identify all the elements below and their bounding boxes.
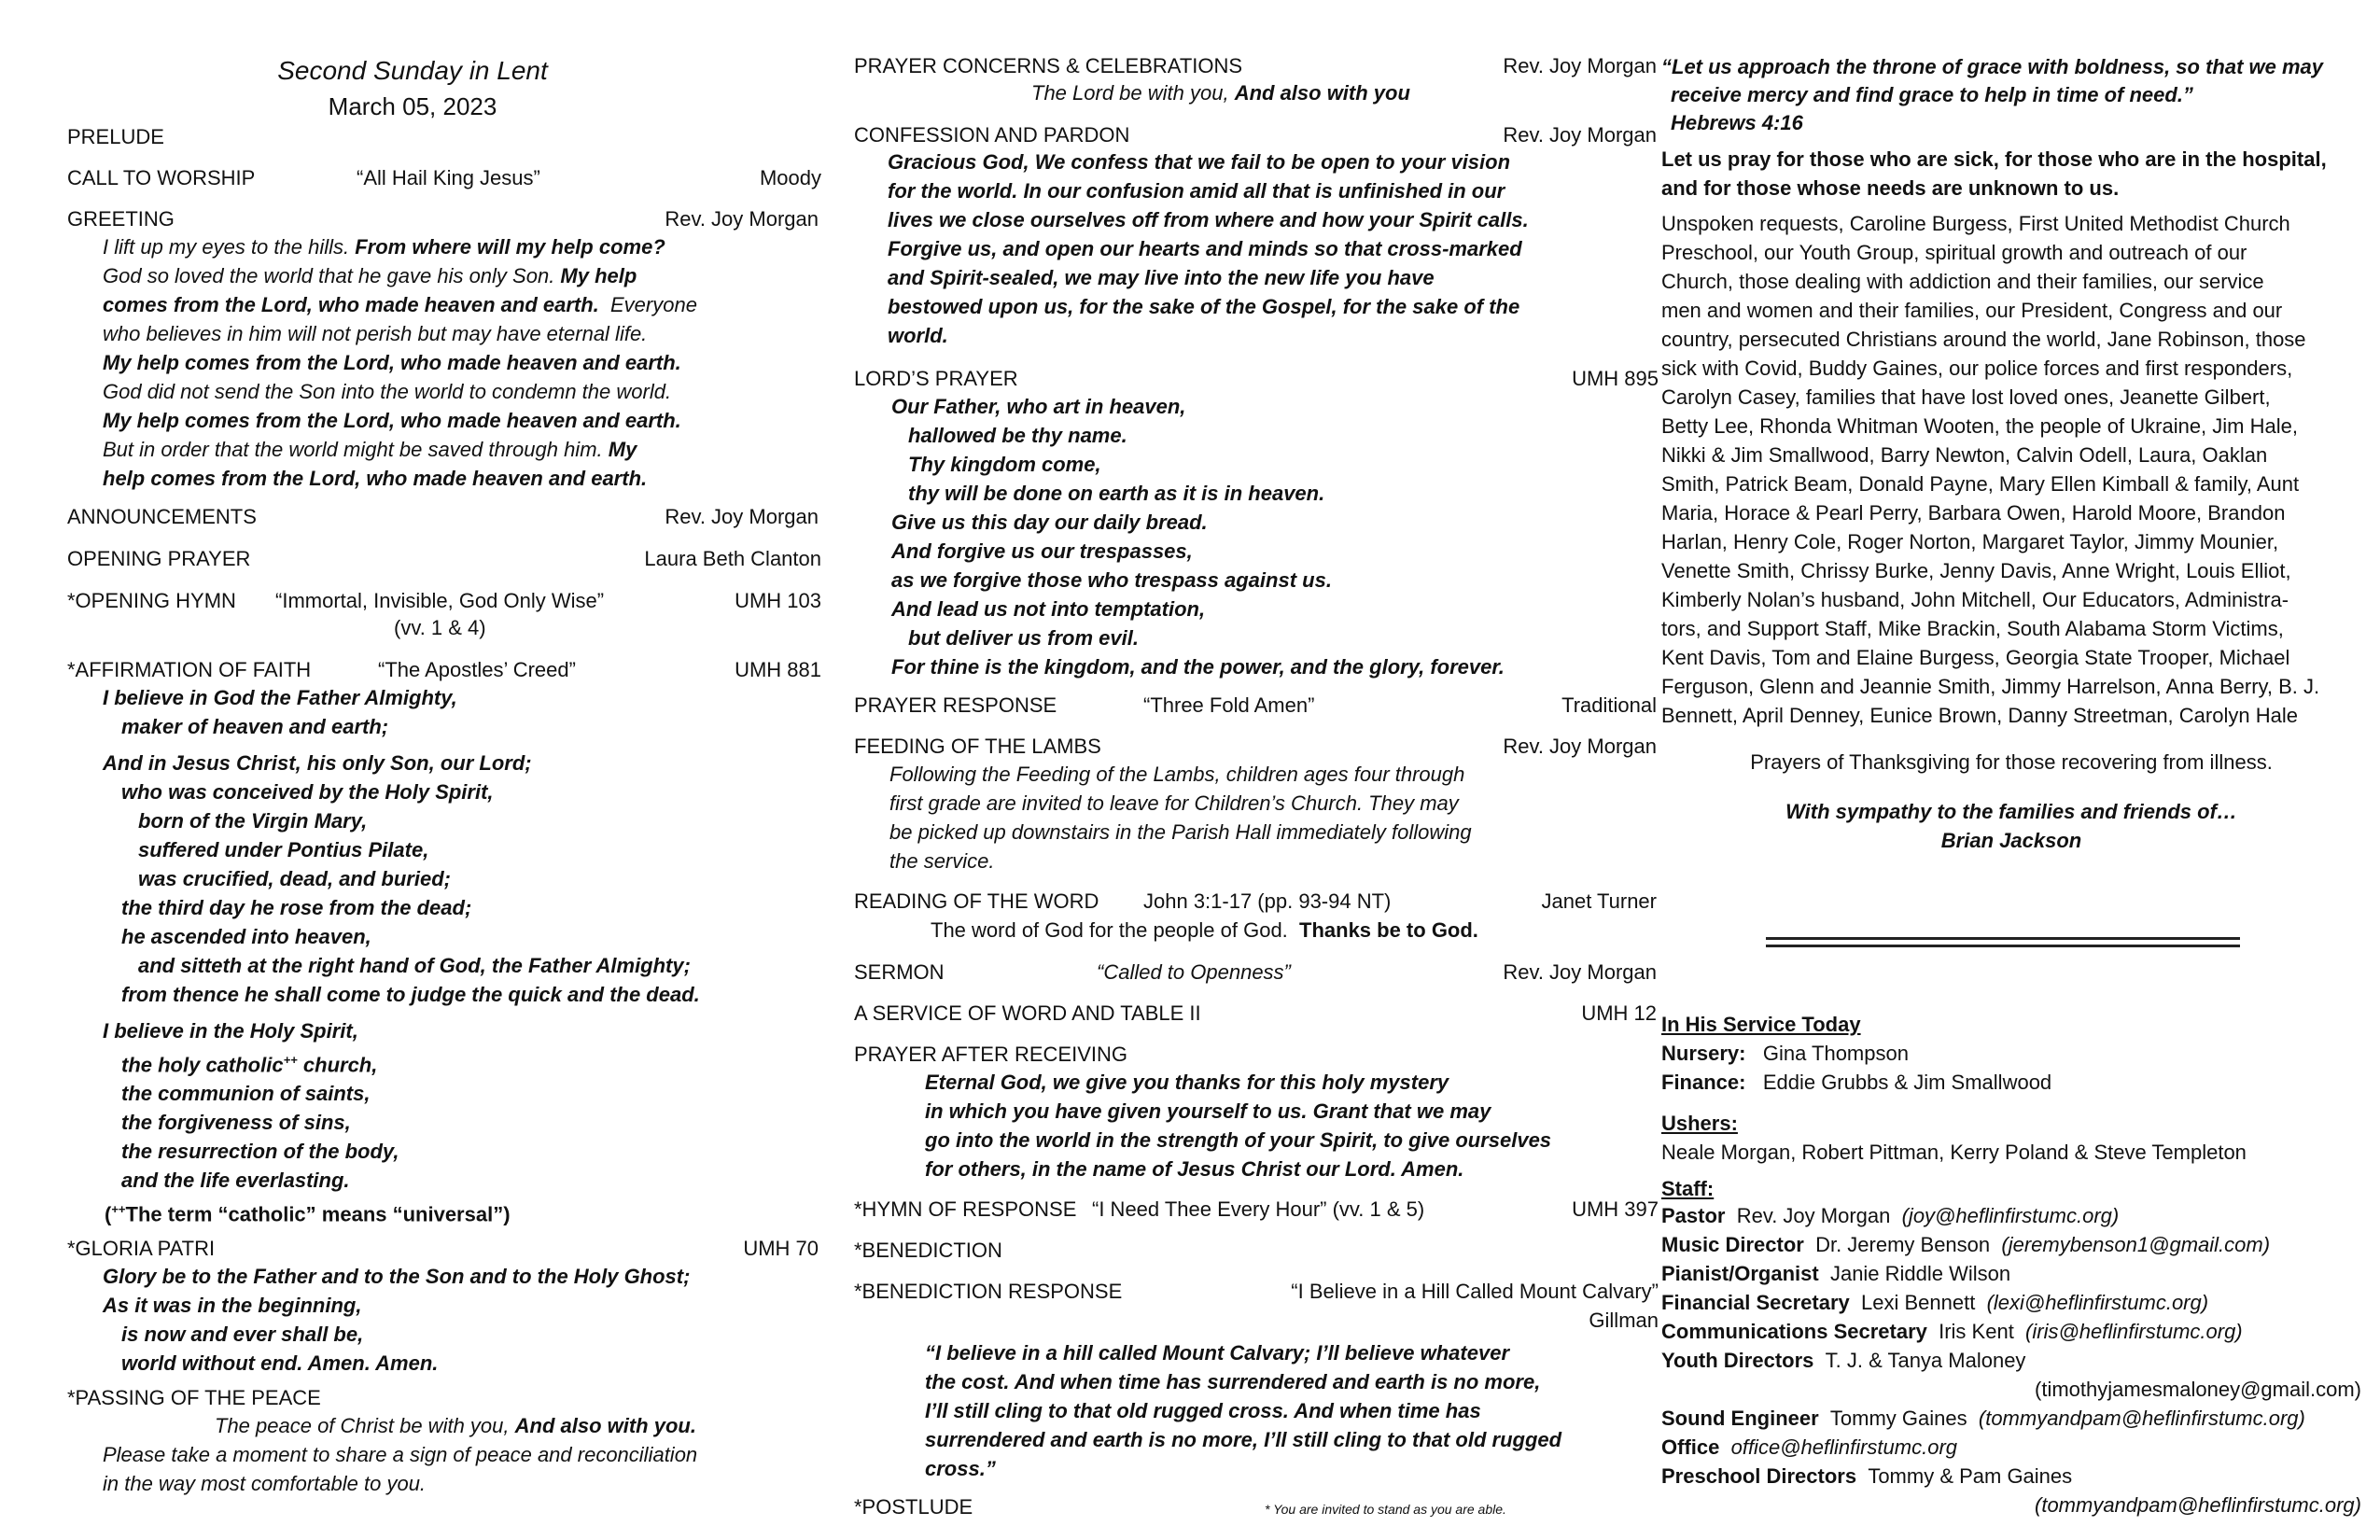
creed-line: the communion of saints, <box>121 1082 371 1106</box>
feeding-line: the service. <box>889 849 995 873</box>
benediction-heading: *BENEDICTION <box>854 1239 1002 1262</box>
prayer-list-line: Church, those dealing with addiction and their families, our service <box>1661 270 2264 293</box>
prayer-list-line: Smith, Patrick Beam, Donald Payne, Mary Ellen Kimball & family, Aunt <box>1661 472 2300 496</box>
after-line: Eternal God, we give you thanks for this holy mystery <box>925 1071 1449 1094</box>
feeding-line: first grade are invited to leave for Children’s Church. They may <box>889 791 1459 815</box>
lords-line: Thy kingdom come, <box>908 453 1101 476</box>
nursery-row: Nursery: Gina Thompson <box>1661 1042 1909 1065</box>
prayer-concerns-heading: PRAYER CONCERNS & CELEBRATIONS <box>854 54 1243 77</box>
reading-response: The word of God for the people of God. Thanks be to God. <box>931 918 1478 942</box>
gloria-line: Glory be to the Father and to the Son and to the Holy Ghost; <box>103 1265 691 1288</box>
finance-row: Finance: Eddie Grubbs & Jim Smallwood <box>1661 1071 2052 1094</box>
hymn-of-response-number: UMH 397 <box>1572 1197 1659 1221</box>
benediction-line: I’ll still cling to that old rugged cross. And when time has <box>925 1399 1481 1422</box>
lords-line: Our Father, who art in heaven, <box>891 395 1186 418</box>
greeting-line: God did not send the Son into the world to condemn the world. <box>103 380 672 403</box>
affirmation-heading: *AFFIRMATION OF FAITH <box>67 658 312 681</box>
ushers-list: Neale Morgan, Robert Pittman, Kerry Poland & Steve Templeton <box>1661 1141 2247 1164</box>
gloria-line: As it was in the beginning, <box>103 1294 362 1317</box>
prayer-list-line: Nikki & Jim Smallwood, Barry Newton, Calvin Odell, Laura, Oaklan <box>1661 443 2268 467</box>
creed-line: and sitteth at the right hand of God, the Father Almighty; <box>138 954 691 977</box>
lords-prayer-heading: LORD’S PRAYER <box>854 367 1018 390</box>
prayer-list-line: sick with Covid, Buddy Gaines, our police forces and first responders, <box>1661 357 2293 380</box>
sermon-title: “Called to Openness” <box>1097 960 1291 984</box>
sound-engineer-email[interactable]: (tommyandpam@heflinfirstumc.org) <box>1978 1407 2305 1430</box>
scripture-quote <box>1661 53 2323 137</box>
prayer-concerns-response: The Lord be with you, And also with you <box>1031 81 1410 105</box>
greeting-line: God so loved the world that he gave his only Son. My help <box>103 264 637 287</box>
communications-email[interactable]: (iris@heflinfirstumc.org) <box>2025 1320 2243 1343</box>
prayer-list <box>1661 209 2319 730</box>
greeting-line: comes from the Lord, who made heaven and earth. Everyone <box>103 293 697 316</box>
sermon-heading: SERMON <box>854 960 945 984</box>
prayer-list-line: Unspoken requests, Caroline Burgess, First United Methodist Church <box>1661 212 2290 235</box>
greeting-line: But in order that the world might be saved through him. My <box>103 438 637 461</box>
opening-hymn-number: UMH 103 <box>735 589 821 612</box>
feeding-lambs-leader: Rev. Joy Morgan <box>1503 735 1657 758</box>
confession-line: for the world. In our confusion amid all that is unfinished in our <box>888 179 1505 203</box>
gloria-patri-number: UMH 70 <box>743 1237 819 1260</box>
prayer-list-line: Bennett, April Denney, Eunice Brown, Danny Streetman, Carolyn Hale <box>1661 704 2298 727</box>
reading-scripture: John 3:1-17 (pp. 93-94 NT) <box>1143 889 1392 913</box>
confession-line: lives we close ourselves off from where and how your Spirit calls. <box>888 208 1529 231</box>
staff-row-office: Office office@heflinfirstumc.org <box>1661 1435 1958 1459</box>
prayer-list-line: Venette Smith, Chrissy Burke, Jenny Davis, Anne Wright, Louis Elliot, <box>1661 559 2291 582</box>
staff-directory <box>1661 1201 2361 1519</box>
prayer-invitation <box>1661 145 2327 203</box>
opening-hymn-title: “Immortal, Invisible, God Only Wise” <box>275 589 605 612</box>
after-line: in which you have given yourself to us. Grant that we may <box>925 1099 1491 1123</box>
creed-line: I believe in the Holy Spirit, <box>103 1019 358 1043</box>
greeting-line: My help comes from the Lord, who made heaven and earth. <box>103 351 681 374</box>
affirmation-title: “The Apostles’ Creed” <box>378 658 576 681</box>
greeting-line: who believes in him will not perish but may have eternal life. <box>103 322 648 345</box>
feeding-lambs-text <box>889 760 1472 875</box>
thanksgiving-note: Prayers of Thanksgiving for those recovering from illness. <box>1750 750 2273 774</box>
greeting-leader: Rev. Joy Morgan <box>665 207 819 231</box>
staff-row-music-director: Music Director Dr. Jeremy Benson (jeremybenson1@gmail.com) <box>1661 1233 2271 1256</box>
lords-prayer-number: UMH 895 <box>1572 367 1659 390</box>
passing-peace-text <box>103 1411 697 1498</box>
staff-heading: Staff: <box>1661 1177 1715 1200</box>
lords-line: but deliver us from evil. <box>908 626 1139 650</box>
gloria-patri-text <box>103 1262 690 1378</box>
prayer-list-line: Preschool, our Youth Group, spiritual growth and outreach of our <box>1661 241 2247 264</box>
youth-directors-email[interactable]: (timothyjamesmaloney@gmail.com) <box>2035 1378 2361 1401</box>
quote-reference: Hebrews 4:16 <box>1671 111 1803 134</box>
call-to-worship-author: Moody <box>759 166 821 189</box>
lords-line: thy will be done on earth as it is in heaven. <box>908 482 1325 505</box>
confession-line: Gracious God, We confess that we fail to be open to your vision <box>888 150 1511 174</box>
staff-row-pianist: Pianist/Organist Janie Riddle Wilson <box>1661 1262 2011 1285</box>
announcements-heading: ANNOUNCEMENTS <box>67 505 257 528</box>
after-line: for others, in the name of Jesus Christ our Lord. Amen. <box>925 1157 1464 1181</box>
creed-line: I believe in God the Father Almighty, <box>103 686 457 709</box>
staff-row-youth-directors: Youth Directors T. J. & Tanya Maloney <box>1661 1349 2026 1372</box>
staff-row-sound-engineer: Sound Engineer Tommy Gaines (tommyandpam@heflinfirstumc.org) <box>1661 1407 2305 1430</box>
benediction-line: “I believe in a hill called Mount Calvary; I’ll believe whatever <box>925 1341 1510 1365</box>
greeting-line: help comes from the Lord, who made heaven and earth. <box>103 467 648 490</box>
prayer-response-source: Traditional <box>1561 693 1657 717</box>
lords-line: And forgive us our trespasses, <box>891 539 1193 563</box>
announcements-leader: Rev. Joy Morgan <box>665 505 819 528</box>
double-rule-top <box>1766 937 2240 940</box>
prayer-list-line: men and women and their families, our President, Congress and our <box>1661 299 2283 322</box>
creed-line: was crucified, dead, and buried; <box>138 867 451 890</box>
prayer-list-line: Harlan, Henry Cole, Roger Norton, Margaret Taylor, Jimmy Mounier, <box>1661 530 2279 553</box>
prayer-after-receiving-heading: PRAYER AFTER RECEIVING <box>854 1043 1127 1066</box>
creed-line: from thence he shall come to judge the quick and the dead. <box>121 983 700 1006</box>
lords-prayer-text <box>891 392 1505 681</box>
reading-reader: Janet Turner <box>1541 889 1657 913</box>
opening-hymn-heading: *OPENING HYMN <box>67 589 236 612</box>
creed-line: maker of heaven and earth; <box>121 715 389 738</box>
creed-line: born of the Virgin Mary, <box>138 809 368 833</box>
confession-prayer <box>888 147 1529 350</box>
prayer-list-line: Maria, Horace & Pearl Perry, Barbara Owen, Harold Moore, Brandon <box>1661 501 2286 525</box>
quote-line: receive mercy and find grace to help in time of need.” <box>1671 83 2193 106</box>
feeding-line: Following the Feeding of the Lambs, children ages four through <box>889 763 1465 786</box>
prayer-invitation-line: and for those whose needs are unknown to us. <box>1661 176 2120 200</box>
creed-line: and the life everlasting. <box>121 1169 350 1193</box>
prayer-invitation-line: Let us pray for those who are sick, for those who are in the hospital, <box>1661 147 2327 171</box>
stand-note: * You are invited to stand as you are able. <box>1265 1502 1506 1517</box>
sympathy-heading: With sympathy to the families and friends of… <box>1785 800 2237 823</box>
hymn-of-response-title: “I Need Thee Every Hour” (vv. 1 & 5) <box>1092 1197 1425 1221</box>
benediction-response-title: “I Believe in a Hill Called Mount Calvary” <box>1291 1280 1659 1303</box>
gloria-line: is now and ever shall be, <box>121 1323 364 1346</box>
prayer-list-line: country, persecuted Christians around the world, Jane Robinson, those <box>1661 328 2306 351</box>
lords-line: Give us this day our daily bread. <box>891 511 1208 534</box>
greeting-heading: GREETING <box>67 207 175 231</box>
apostles-creed <box>103 683 700 1229</box>
benediction-line: surrendered and earth is no more, I’ll still cling to that old rugged <box>925 1428 1562 1451</box>
feeding-lambs-heading: FEEDING OF THE LAMBS <box>854 735 1101 758</box>
confession-line: and Spirit-sealed, we may live into the new life you have <box>888 266 1435 289</box>
prayer-list-line: tors, and Support Staff, Mike Brackin, South Alabama Storm Victims, <box>1661 617 2284 640</box>
office-email[interactable]: office@heflinfirstumc.org <box>1730 1435 1958 1459</box>
greeting-responsive-reading <box>103 232 775 493</box>
bulletin-date: March 05, 2023 <box>328 92 497 120</box>
quote-line: “Let us approach the throne of grace with boldness, so that we may <box>1661 55 2324 78</box>
benediction-response-composer: Gillman <box>1589 1309 1659 1332</box>
staff-row-financial-secretary: Financial Secretary Lexi Bennett (lexi@heflinfirstumc.org) <box>1661 1291 2209 1314</box>
lords-line: as we forgive those who trespass against us. <box>891 568 1332 592</box>
opening-prayer-heading: OPENING PRAYER <box>67 547 251 570</box>
hymn-of-response-heading: *HYMN OF RESPONSE <box>854 1197 1077 1221</box>
confession-line: bestowed upon us, for the sake of the Gospel, for the sake of the <box>888 295 1520 318</box>
preschool-email[interactable]: (tommyandpam@heflinfirstumc.org) <box>2035 1493 2361 1517</box>
creed-line: the forgiveness of sins, <box>121 1111 351 1135</box>
in-his-service-heading: In His Service Today <box>1661 1013 1861 1036</box>
peace-line: Please take a moment to share a sign of peace and reconciliation <box>103 1443 698 1466</box>
creed-line: the holy catholic++ church, <box>121 1053 378 1077</box>
greeting-line: My help comes from the Lord, who made heaven and earth. <box>103 409 681 432</box>
staff-row-communications: Communications Secretary Iris Kent (iris@heflinfirstumc.org) <box>1661 1320 2243 1343</box>
lords-line: hallowed be thy name. <box>908 424 1127 447</box>
double-rule-bottom <box>1766 945 2240 947</box>
peace-line: The peace of Christ be with you, And also with you. <box>215 1414 696 1437</box>
after-line: go into the world in the strength of your Spirit, to give ourselves <box>925 1128 1552 1152</box>
affirmation-number: UMH 881 <box>735 658 821 681</box>
prayer-list-line: Ferguson, Glenn and Jeannie Smith, Jimmy Harrelson, Anna Berry, B. J. <box>1661 675 2320 698</box>
prayer-list-line: Betty Lee, Rhonda Whitman Wooten, the people of Ukraine, Jim Hale, <box>1661 414 2298 438</box>
prayer-concerns-leader: Rev. Joy Morgan <box>1503 54 1657 77</box>
call-to-worship-title: “All Hail King Jesus” <box>357 166 540 189</box>
pastor-email[interactable]: (joy@heflinfirstumc.org) <box>1901 1204 2120 1227</box>
staff-row-preschool: Preschool Directors Tommy & Pam Gaines <box>1661 1464 2073 1488</box>
gloria-line: world without end. Amen. Amen. <box>121 1351 439 1375</box>
creed-line: And in Jesus Christ, his only Son, our Lord; <box>103 751 532 775</box>
ushers-heading: Ushers: <box>1661 1112 1738 1135</box>
confession-line: Forgive us, and open our hearts and minds so that cross-marked <box>888 237 1522 260</box>
passing-peace-heading: *PASSING OF THE PEACE <box>67 1386 321 1409</box>
creed-line: he ascended into heaven, <box>121 925 371 948</box>
opening-hymn-verses: (vv. 1 & 4) <box>394 616 486 639</box>
bulletin-title: Second Sunday in Lent <box>277 56 548 85</box>
music-director-email[interactable]: (jeremybenson1@gmail.com) <box>2001 1233 2271 1256</box>
sympathy-name: Brian Jackson <box>1940 829 2082 852</box>
confession-heading: CONFESSION AND PARDON <box>854 123 1130 147</box>
confession-leader: Rev. Joy Morgan <box>1503 123 1657 147</box>
prayer-response-title: “Three Fold Amen” <box>1143 693 1315 717</box>
prayer-list-line: Carolyn Casey, families that have lost loved ones, Jeanette Gilbert, <box>1661 385 2271 409</box>
prayer-response-heading: PRAYER RESPONSE <box>854 693 1057 717</box>
word-and-table-number: UMH 12 <box>1581 1001 1657 1025</box>
creed-footnote: (++The term “catholic” means “universal”) <box>105 1202 511 1226</box>
creed-line: the third day he rose from the dead; <box>121 896 472 919</box>
word-and-table-heading: A SERVICE OF WORD AND TABLE II <box>854 1001 1201 1025</box>
benediction-response-lyrics <box>925 1338 1561 1483</box>
creed-line: suffered under Pontius Pilate, <box>138 838 429 861</box>
creed-line: who was conceived by the Holy Spirit, <box>121 780 494 804</box>
reading-heading: READING OF THE WORD <box>854 889 1099 913</box>
peace-line: in the way most comfortable to you. <box>103 1472 427 1495</box>
prayer-after-receiving-text <box>925 1068 1551 1183</box>
sermon-preacher: Rev. Joy Morgan <box>1503 960 1657 984</box>
prayer-list-line: Kimberly Nolan’s husband, John Mitchell, Our Educators, Administra- <box>1661 588 2289 611</box>
feeding-line: be picked up downstairs in the Parish Hall immediately following <box>889 820 1472 844</box>
postlude-heading: *POSTLUDE <box>854 1495 973 1519</box>
confession-line: world. <box>888 324 948 347</box>
creed-line: the resurrection of the body, <box>121 1140 399 1164</box>
benediction-line: the cost. And when time has surrendered and earth is no more, <box>925 1370 1541 1393</box>
lords-line: For thine is the kingdom, and the power, and the glory, forever. <box>891 655 1505 679</box>
opening-prayer-leader: Laura Beth Clanton <box>644 547 821 570</box>
gloria-patri-heading: *GLORIA PATRI <box>67 1237 216 1260</box>
lords-line: And lead us not into temptation, <box>891 597 1206 621</box>
prelude-heading: PRELUDE <box>67 125 164 148</box>
prayer-list-line: Kent Davis, Tom and Elaine Burgess, Georgia State Trooper, Michael <box>1661 646 2290 669</box>
call-to-worship-heading: CALL TO WORSHIP <box>67 166 256 189</box>
benediction-line: cross.” <box>925 1457 996 1480</box>
benediction-response-heading: *BENEDICTION RESPONSE <box>854 1280 1123 1303</box>
financial-secretary-email[interactable]: (lexi@heflinfirstumc.org) <box>1986 1291 2209 1314</box>
staff-row-pastor: Pastor Rev. Joy Morgan (joy@heflinfirstumc.org) <box>1661 1204 2120 1227</box>
greeting-line: I lift up my eyes to the hills. From where will my help come? <box>103 235 665 259</box>
